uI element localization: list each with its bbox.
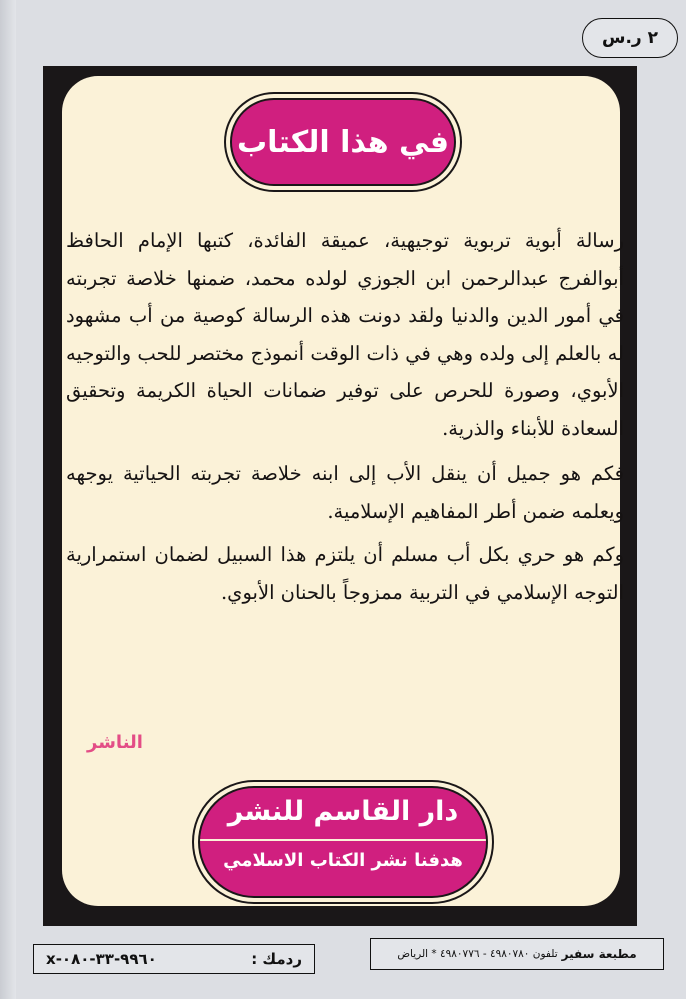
printer-details: تلفون ٤٩٨٠٧٨٠ - ٤٩٨٠٧٧٦ * الرياض	[397, 948, 558, 960]
isbn-number: ٩٩٦٠-٣٣-٠٨٠-x	[46, 950, 157, 968]
paragraph-duty: وكم هو حري بكل أب مسلم أن يلتزم هذا السبيل لضمان استمرارية التوجه الإسلامي في التربية ممزوجاً بالحنان الأبوي.	[66, 543, 624, 604]
publishing-house-name: دار القاسم للنشر	[227, 796, 459, 827]
book-section-title: في هذا الكتاب	[237, 124, 449, 160]
publishing-house-motto: هدفنا نشر الكتاب الاسلامي	[223, 850, 463, 871]
cover-spine-edge	[0, 0, 16, 999]
publisher-signature: الناشر	[87, 732, 143, 753]
title-badge	[232, 100, 454, 184]
price-label: ٢ ر.س	[602, 28, 659, 48]
price-tag	[582, 18, 678, 58]
publishing-house-badge	[200, 788, 486, 896]
badge-divider	[200, 839, 486, 841]
description-text	[66, 222, 624, 611]
paragraph-intro: رسالة أبوية تربوية توجيهية، عميقة الفائدة، كتبها الإمام الحافظ أبوالفرج عبدالرحمن ابن الجوزي لولده محمد، ضمنها خلاصة تجربته في أمور الدين والدنيا ولقد دونت هذه الرسالة كوصية من أب مشهود له بالعلم إلى ولده وهي في ذات الوقت أنموذج مختصر للحب والتوجيه الأبوي، وصورة للحرص على توفير ضمانات الحياة الكريمة وتحقيق السعادة للأبناء والذرية.	[66, 229, 624, 440]
paragraph-beauty: فكم هو جميل أن ينقل الأب إلى ابنه خلاصة تجربته الحياتية يوجهه ويعلمه ضمن أطر المفاهيم الإسلامية.	[66, 462, 624, 523]
printer-info-box	[370, 938, 664, 970]
isbn-box	[33, 944, 315, 974]
isbn-label: ردمك :	[251, 950, 302, 968]
printer-name: مطبعة سفير	[561, 947, 637, 961]
